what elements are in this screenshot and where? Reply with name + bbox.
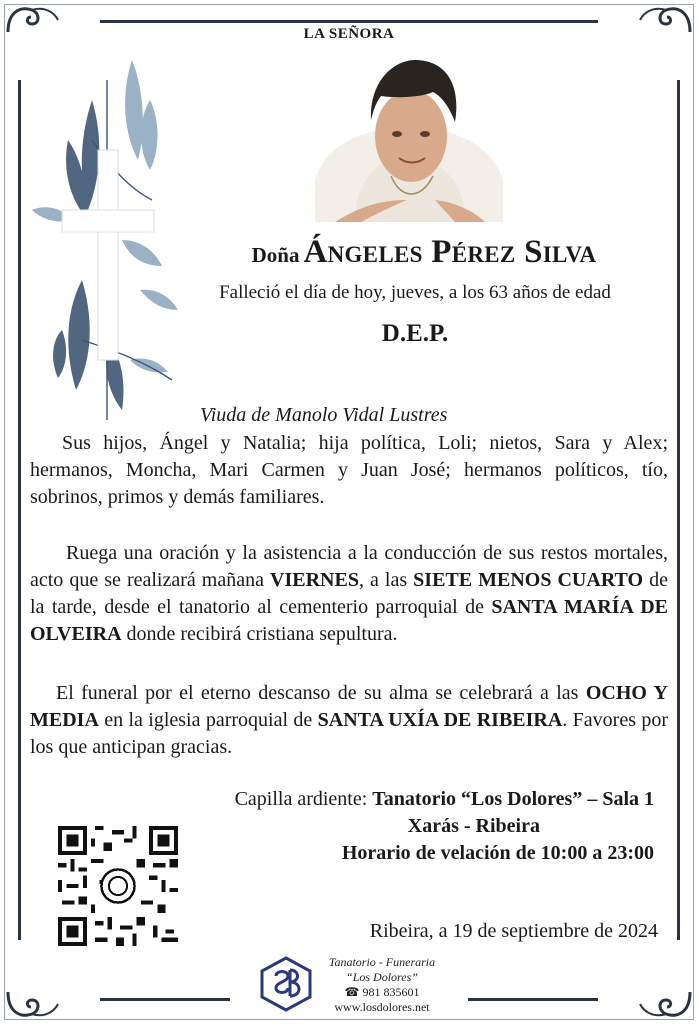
- qr-code[interactable]: [58, 826, 178, 946]
- company-phone[interactable]: 981 835601: [362, 985, 420, 999]
- death-statement: Falleció el día de hoy, jueves, a los 63 años de edad: [219, 282, 611, 303]
- church-name: SANTA UXÍA DE RIBEIRA: [317, 709, 563, 731]
- chapel-town: Xarás - Ribeira: [407, 815, 540, 837]
- ceremony-text-b: , a las: [358, 569, 414, 591]
- widow-line: Viuda de Manolo Vidal Lustres: [200, 404, 448, 426]
- chapel-place: Tanatorio “Los Dolores” – Sala 1: [372, 788, 654, 810]
- ceremony-text-c: de la tarde, desde el tanatorio al cementerio parroquial de: [30, 569, 669, 618]
- ceremony-paragraph: [30, 540, 668, 648]
- right-rule: [677, 80, 680, 940]
- bottom-rule-left: [100, 998, 230, 1001]
- ceremony-text-d: donde recibirá cristiana sepultura.: [121, 623, 398, 645]
- relatives-paragraph: [30, 430, 668, 511]
- cemetery-name: SANTA MARÍA DE OLVEIRA: [30, 596, 669, 645]
- chapel-hours: Horario de velación de 10:00 a 23:00: [341, 842, 654, 864]
- heading-title: LA SEÑORA: [303, 26, 395, 42]
- ceremony-day: VIERNES: [270, 569, 359, 591]
- name-prefix: Doña: [251, 243, 300, 267]
- ceremony-text-a: Ruega una oración y la asistencia a la conducción de sus restos mortales, acto que se realizará mañana: [30, 542, 668, 591]
- chapel-label: Capilla ardiente:: [234, 788, 373, 810]
- ceremony-time: SIETE MENOS CUARTO: [413, 569, 644, 591]
- funeral-time: OCHO Y MEDIA: [30, 682, 668, 731]
- company-line1: Tanatorio - Funeraria: [328, 955, 436, 969]
- corner-ornament-bottom-right: [638, 986, 694, 1022]
- relatives-text: Sus hijos, Ángel y Natalia; hija política, Loli; nietos, Sara y Alex; hermanos, Moncha, Mari Carmen y Juan José; hermanos políticos, tío, sobrinos, primos y demás familiares.: [30, 432, 668, 508]
- rip-text: D.E.P.: [381, 320, 449, 347]
- date-line: Ribeira, a 19 de septiembre de 2024: [369, 920, 658, 942]
- top-rule: [100, 20, 598, 23]
- company-web[interactable]: www.losdolores.net: [334, 1000, 430, 1014]
- bottom-rule-right: [468, 998, 598, 1001]
- portrait-photo: [315, 50, 503, 222]
- funeral-text-a: El funeral por el eterno descanso de su alma se celebrará a las: [56, 682, 586, 704]
- company-phone-row: [318, 985, 446, 1000]
- deceased-name: Ángeles Pérez Silva: [303, 234, 597, 270]
- funeral-paragraph: [30, 680, 668, 761]
- deceased-name-line: [150, 234, 698, 271]
- company-info: [318, 955, 446, 1015]
- corner-ornament-bottom-left: [4, 986, 60, 1022]
- company-logo: [258, 956, 314, 1012]
- funeral-text-c: . Favores por los que anticipan gracias.: [30, 709, 668, 758]
- phone-icon: ☎: [344, 985, 360, 999]
- left-rule: [18, 80, 21, 940]
- funeral-text-b: en la iglesia parroquial de: [98, 709, 318, 731]
- company-line2: “Los Dolores”: [346, 970, 418, 984]
